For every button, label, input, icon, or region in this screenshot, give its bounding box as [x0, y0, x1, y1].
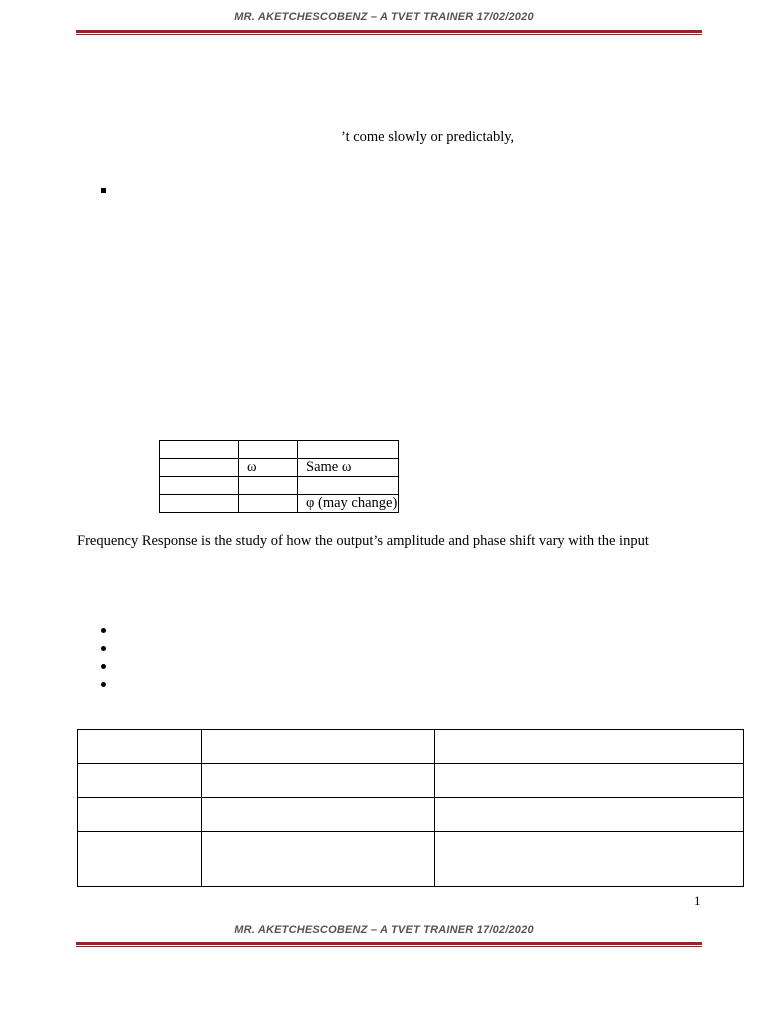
table-cell	[435, 832, 744, 887]
table-cell	[202, 798, 435, 832]
table-cell	[78, 798, 202, 832]
round-bullet	[101, 664, 106, 669]
table-row	[78, 798, 744, 832]
table-cell	[435, 798, 744, 832]
table-cell	[160, 477, 239, 495]
table-row	[160, 459, 399, 477]
table-cell	[239, 441, 298, 459]
round-bullet	[101, 682, 106, 687]
small-table	[159, 440, 399, 513]
table-row	[78, 764, 744, 798]
table-cell	[78, 764, 202, 798]
table-cell	[160, 441, 239, 459]
table-cell	[435, 730, 744, 764]
page-header: MR. AKETCHESCOBENZ – A TVET TRAINER 17/02/2020	[234, 11, 534, 23]
table-cell: ω	[239, 459, 298, 477]
table-row	[160, 441, 399, 459]
table-cell	[78, 730, 202, 764]
header-rule	[76, 30, 702, 35]
page-footer: MR. AKETCHESCOBENZ – A TVET TRAINER 17/02/2020	[234, 924, 534, 936]
round-bullet	[101, 646, 106, 651]
text-fragment: ’t come slowly or predictably,	[341, 129, 515, 145]
round-bullet	[101, 628, 106, 633]
table-cell: Same ω	[298, 459, 399, 477]
table-cell	[298, 477, 399, 495]
table-cell	[160, 459, 239, 477]
table-cell	[202, 730, 435, 764]
table-cell	[298, 441, 399, 459]
table-cell	[239, 495, 298, 513]
large-table	[77, 729, 744, 887]
table-cell	[239, 477, 298, 495]
square-bullet	[101, 188, 106, 193]
frequency-response-paragraph: Frequency Response is the study of how the output’s amplitude and phase shift vary with the input	[77, 533, 649, 549]
table-cell	[202, 764, 435, 798]
table-cell	[435, 764, 744, 798]
table-cell	[202, 832, 435, 887]
table-cell: φ (may change)	[298, 495, 399, 513]
table-row	[78, 832, 744, 887]
table-cell	[160, 495, 239, 513]
table-row	[160, 477, 399, 495]
table-row	[160, 495, 399, 513]
page-number: 1	[694, 893, 701, 908]
footer-rule	[76, 942, 702, 947]
table-row	[78, 730, 744, 764]
table-cell	[78, 832, 202, 887]
